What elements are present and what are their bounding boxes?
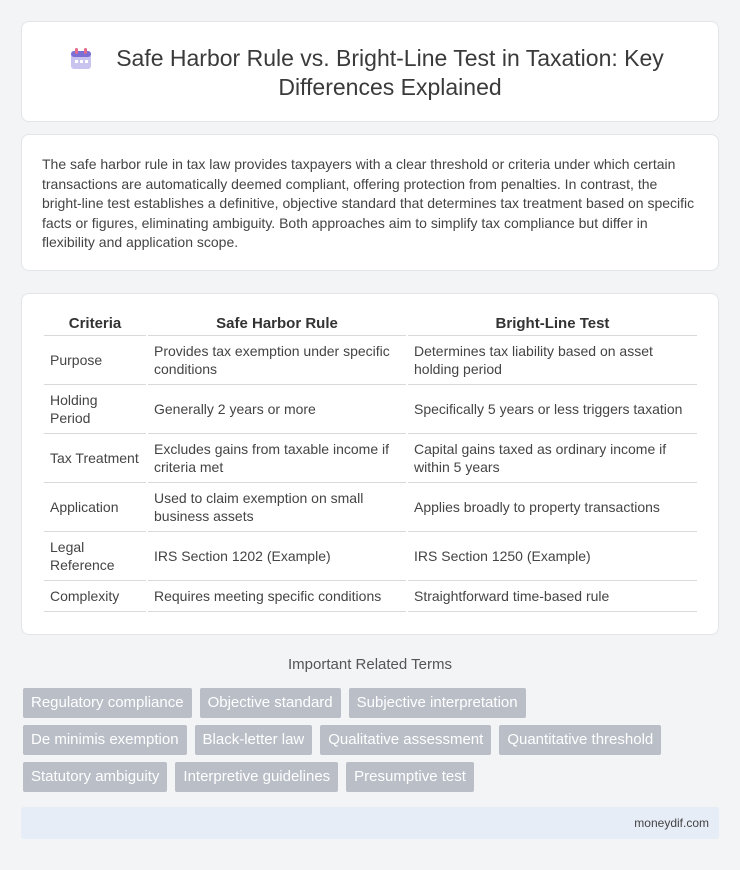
- table-row: [44, 385, 697, 434]
- table-row: [44, 434, 697, 483]
- header-bright-line: Bright-Line Test: [408, 314, 697, 336]
- footer-site[interactable]: moneydif.com: [634, 816, 709, 830]
- related-term-tag[interactable]: Qualitative assessment: [320, 725, 491, 755]
- table-cell: Used to claim exemption on small business assets: [148, 483, 406, 532]
- table-cell: Requires meeting specific conditions: [148, 581, 406, 612]
- table-cell: Generally 2 years or more: [148, 385, 406, 434]
- table-cell: Excludes gains from taxable income if criteria met: [148, 434, 406, 483]
- table-cell: IRS Section 1202 (Example): [148, 532, 406, 581]
- related-term-tag[interactable]: Regulatory compliance: [23, 688, 192, 718]
- table-cell: Complexity: [44, 581, 146, 612]
- header-criteria: Criteria: [44, 314, 146, 336]
- table-cell: Purpose: [44, 336, 146, 385]
- tag-row: [23, 725, 713, 755]
- related-term-tag[interactable]: Subjective interpretation: [349, 688, 526, 718]
- table-cell: Holding Period: [44, 385, 146, 434]
- table-row: [44, 483, 697, 532]
- related-term-tag[interactable]: Presumptive test: [346, 762, 474, 792]
- comparison-table-card: [21, 293, 719, 635]
- summary-text: The safe harbor rule in tax law provides taxpayers with a clear threshold or criteria under which certain transactions are automatically deemed compliant, offering protection from penalties. In contrast, the bright-line test establishes a definitive, objective standard that determines tax treatment based on specific facts or figures, eliminating ambiguity. Both approaches aim to simplify tax compliance but differ in flexibility and application scope.: [42, 156, 695, 250]
- title-card: [21, 21, 719, 122]
- table-cell: Tax Treatment: [44, 434, 146, 483]
- table-cell: Straightforward time-based rule: [408, 581, 697, 612]
- table-row: [44, 532, 697, 581]
- tag-row: [23, 688, 713, 718]
- table-cell: Specifically 5 years or less triggers taxation: [408, 385, 697, 434]
- table-cell: IRS Section 1250 (Example): [408, 532, 697, 581]
- related-terms-title: Important Related Terms: [288, 656, 452, 673]
- related-terms-list: [23, 688, 713, 799]
- table-row: [44, 336, 697, 385]
- table-cell: Application: [44, 483, 146, 532]
- related-term-tag[interactable]: Quantitative threshold: [499, 725, 661, 755]
- table-header-row: [44, 314, 697, 336]
- header-safe-harbor: Safe Harbor Rule: [148, 314, 406, 336]
- footer: [21, 807, 719, 839]
- table-cell: Capital gains taxed as ordinary income if within 5 years: [408, 434, 697, 483]
- page-title: Safe Harbor Rule vs. Bright-Line Test in Taxation: Key Differences Explained: [116, 45, 664, 100]
- table-row: [44, 581, 697, 612]
- related-term-tag[interactable]: De minimis exemption: [23, 725, 187, 755]
- comparison-table: [42, 314, 699, 612]
- table-cell: Applies broadly to property transactions: [408, 483, 697, 532]
- related-term-tag[interactable]: Objective standard: [200, 688, 341, 718]
- table-cell: Determines tax liability based on asset holding period: [408, 336, 697, 385]
- related-term-tag[interactable]: Black-letter law: [195, 725, 313, 755]
- table-cell: Provides tax exemption under specific conditions: [148, 336, 406, 385]
- table-cell: Legal Reference: [44, 532, 146, 581]
- related-term-tag[interactable]: Interpretive guidelines: [175, 762, 338, 792]
- tag-row: [23, 762, 713, 792]
- summary-card: [21, 134, 719, 271]
- related-term-tag[interactable]: Statutory ambiguity: [23, 762, 167, 792]
